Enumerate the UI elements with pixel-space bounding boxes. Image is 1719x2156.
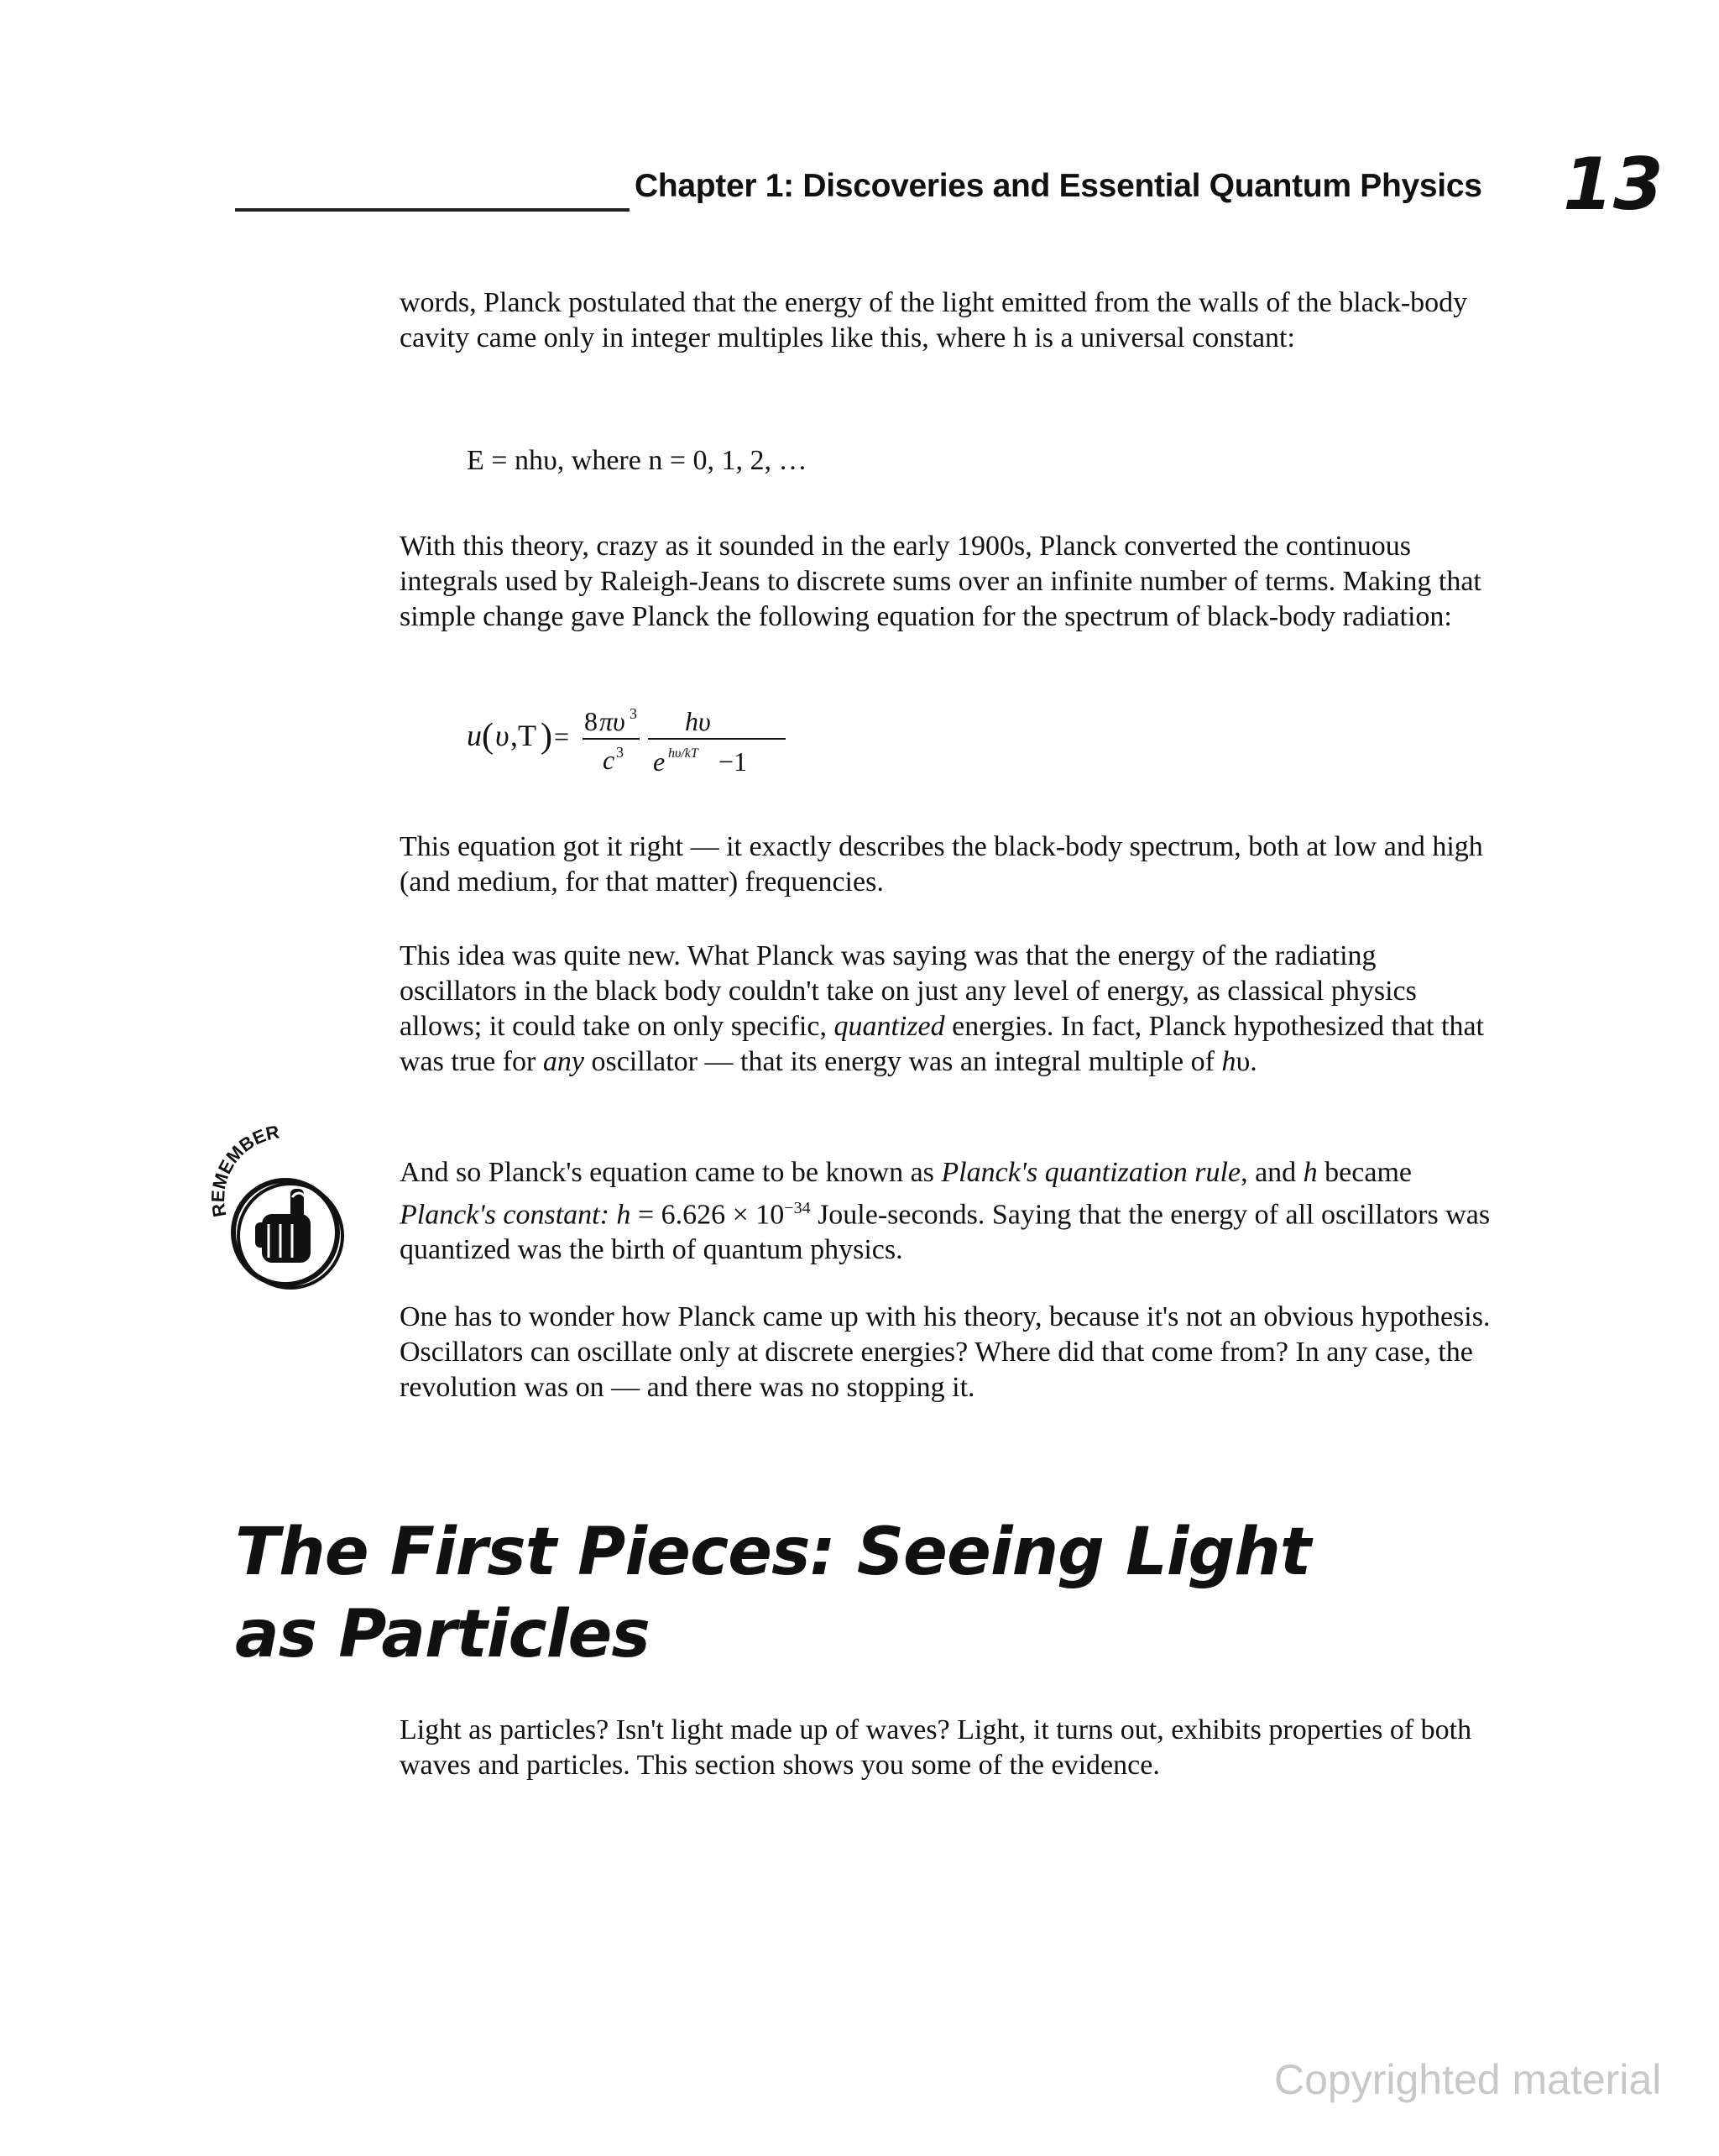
svg-text:hυ/kT: hυ/kT xyxy=(668,746,698,761)
section-heading-line-2: as Particles xyxy=(235,1597,650,1672)
page-number: 13 xyxy=(1563,143,1664,227)
paragraph-1: words, Planck postulated that the energy of the light emitted from the walls of the black-body cavity came only in integer multiples like this, where h is a universal constant: xyxy=(400,287,1468,353)
svg-text:e: e xyxy=(653,746,666,777)
svg-text:3: 3 xyxy=(616,744,624,761)
section-heading-line-1: The First Pieces: Seeing Light xyxy=(235,1515,1311,1590)
copyright-watermark: Copyrighted material xyxy=(1274,2056,1662,2103)
svg-text:hυ: hυ xyxy=(685,706,711,736)
paragraph-2: With this theory, crazy as it sounded in the early 1900s, Planck converted the continuous integrals used by Raleigh-Jeans to discrete sums over an infinite number of terms. Making that simple change gave Planck the following equation for the spectrum of black-body radiation: xyxy=(400,531,1481,632)
paragraph-6: One has to wonder how Planck came up with his theory, because it's not an obvious hypothesis. Oscillators can oscillate only at discrete energies? Where did that come from? In any case, the revolution was on — and there was no stopping it. xyxy=(400,1301,1491,1403)
svg-text:u: u xyxy=(467,719,482,752)
running-head: Chapter 1: Discoveries and Essential Quantum Physics xyxy=(635,168,1482,204)
paragraph-7: Light as particles? Isn't light made up of waves? Light, it turns out, exhibits properties of both waves and particles. This section shows you some of the evidence. xyxy=(400,1714,1472,1781)
svg-text:πυ: πυ xyxy=(599,706,625,736)
svg-text:−1: −1 xyxy=(718,746,748,777)
equation-planck-spectrum xyxy=(467,688,819,781)
paragraph-5: And so Planck's equation came to be known as Planck's quantization rule, and h became Planck's constant: $h = 6.626 \times 10^{-34}$ Joule-seconds. Saying that the energy of all oscillators was quantized was the birth of quantum physics. xyxy=(400,1157,1491,1266)
svg-text:υ: υ xyxy=(495,719,509,752)
svg-text:(: ( xyxy=(482,717,494,756)
svg-text:=: = xyxy=(554,721,570,751)
section-heading xyxy=(235,1511,1410,1676)
paragraph-4: This idea was quite new. What Planck was saying was that the energy of the radiating oscillators in the black body couldn't take on just any level of energy, as classical physics allows; it could take on only specific, quantized energies. In fact, Planck hypothesized that that was true for any oscillator — that its energy was an integral multiple of hυ. xyxy=(400,940,1484,1077)
svg-text:c: c xyxy=(603,745,615,775)
header-rule xyxy=(235,208,630,212)
svg-text:,T: ,T xyxy=(510,719,536,752)
svg-text:): ) xyxy=(541,717,552,756)
svg-text:8: 8 xyxy=(584,706,598,736)
remember-label: REMEMBER xyxy=(206,1123,281,1219)
svg-text:3: 3 xyxy=(630,705,637,722)
remember-icon xyxy=(201,1123,369,1295)
equation-energy-quantization: E = nhυ, where n = 0, 1, 2, … xyxy=(467,445,807,476)
paragraph-3: This equation got it right — it exactly describes the black-body spectrum, both at low and high (and medium, for that matter) frequencies. xyxy=(400,831,1483,897)
